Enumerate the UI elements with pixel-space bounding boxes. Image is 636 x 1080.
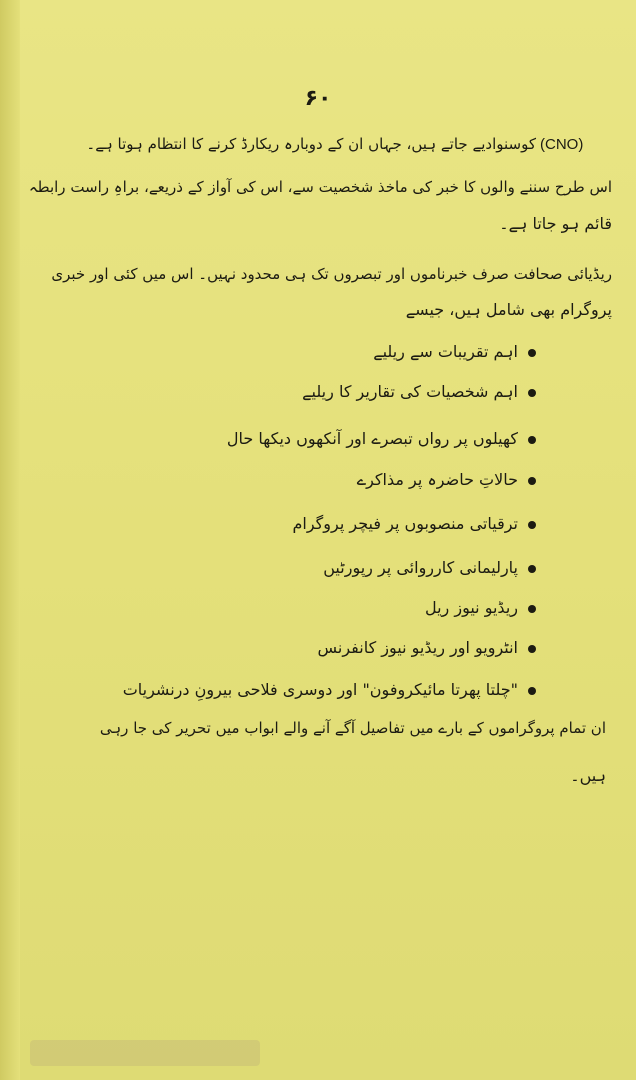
paragraph-line: کوسنوادیے جاتے ہیں، جہاں ان کے دوبارہ ریکارڈ کرنے کا انتظام ہوتا ہے۔: [86, 135, 536, 153]
bullet-item: پارلیمانی کارروائی پر رپورٹیں: [323, 556, 536, 580]
closing-line: ان تمام پروگراموں کے بارے میں تفاصیل آگے آنے والے ابواب میں تحریر کی جا رہی: [99, 719, 606, 737]
bullet-item: اہم تقریبات سے ریلیے: [373, 340, 536, 364]
paragraph-line: پروگرام بھی شامل ہیں، جیسے: [405, 300, 612, 319]
bullet-icon: [528, 436, 536, 444]
bullet-item: ترقیاتی منصوبوں پر فیچر پروگرام: [293, 512, 537, 536]
bullet-icon: [528, 389, 536, 397]
page-number: ۶۰: [304, 86, 332, 111]
closing-line: ہیں۔: [570, 766, 606, 785]
bullet-icon: [528, 565, 536, 573]
bullet-icon: [528, 477, 536, 485]
paragraph-line: اس طرح سننے والوں کا خبر کی ماخذ شخصیت سے، اس کی آواز کے ذریعے، براہِ راست رابطہ: [28, 178, 612, 196]
page-gutter-shadow: [0, 0, 20, 1080]
bullet-icon: [528, 521, 536, 529]
bullet-icon: [528, 645, 536, 653]
paragraph-line: قائم ہو جاتا ہے۔: [499, 214, 612, 233]
bullet-icon: [528, 605, 536, 613]
bullet-item: ریڈیو نیوز ریل: [425, 596, 536, 620]
bullet-item: حالاتِ حاضرہ پر مذاکرے: [357, 468, 536, 492]
cno-tag: (CNO): [540, 136, 584, 153]
bullet-item: کھیلوں پر رواں تبصرے اور آنکھوں دیکھا حال: [227, 427, 536, 451]
bullet-icon: [528, 687, 536, 695]
bullet-item: انٹرویو اور ریڈیو نیوز کانفرنس: [317, 636, 536, 660]
paragraph-line: ریڈیائی صحافت صرف خبرناموں اور تبصروں تک ہی محدود نہیں۔ اس میں کئی اور خبری: [51, 265, 612, 283]
bullet-icon: [528, 349, 536, 357]
library-stamp: [30, 1040, 260, 1066]
bullet-item: "چلتا پھرتا مائیکروفون" اور دوسری فلاحی بیرونِ درنشریات: [123, 678, 536, 702]
bullet-item: اہم شخصیات کی تقاریر کا ریلیے: [302, 380, 536, 404]
